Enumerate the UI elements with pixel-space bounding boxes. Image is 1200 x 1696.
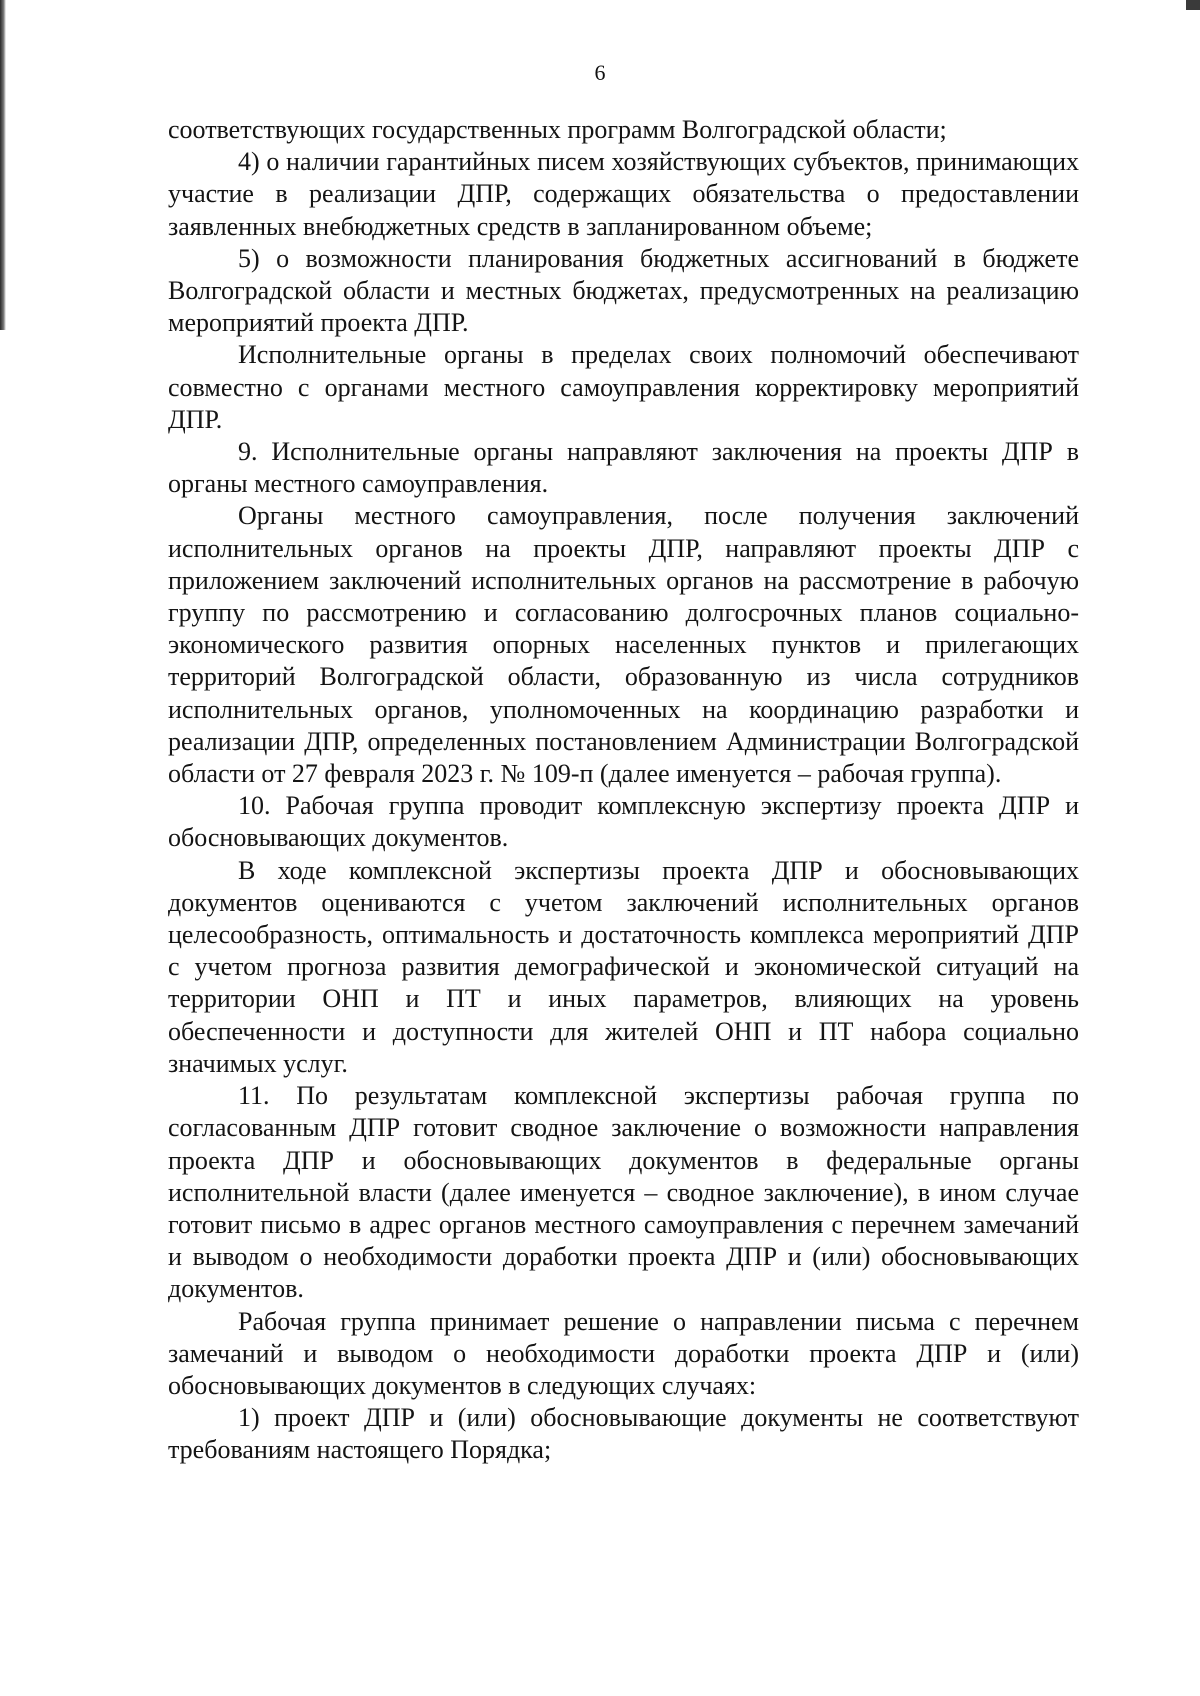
paragraph-item-4: 4) о наличии гарантийных писем хозяйствующих субъектов, принимающих участие в реализации ДПР, содержащих обязательства о предоставлении заявленных внебюджетных средств в запланированном объеме; xyxy=(168,147,1079,241)
scan-corner-mark xyxy=(1186,0,1200,10)
paragraph-executive-bodies-adjustment: Исполнительные органы в пределах своих полномочий обеспечивают совместно с органами местного самоуправления корректировку мероприятий ДПР. xyxy=(168,340,1079,434)
document-body xyxy=(168,114,1079,1467)
paragraph-clause-11: 11. По результатам комплексной экспертизы рабочая группа по согласованным ДПР готовит сводное заключение о возможности направления проекта ДПР и обосновывающих документов в федеральные органы исполнительной власти (далее именуется – сводное заключение), в ином случае готовит письмо в адрес органов местного самоуправления с перечнем замечаний и выводом о необходимости доработки проекта ДПР и (или) обосновывающих документов. xyxy=(168,1081,1079,1304)
paragraph-working-group-decision: Рабочая группа принимает решение о направлении письма с перечнем замечаний и выводом о необходимости доработки проекта ДПР и (или) обосновывающих документов в следующих случаях: xyxy=(168,1306,1079,1400)
scan-edge-shadow xyxy=(0,0,6,330)
paragraph-expertise-assessment: В ходе комплексной экспертизы проекта ДПР и обосновывающих документов оцениваются с учетом заключений исполнительных органов целесообразность, оптимальность и достаточность комплекса мероприятий ДПР с учетом прогноза развития демографической и экономической ситуаций на территории ОНП и ПТ и иных параметров, влияющих на уровень обеспеченности и доступности для жителей ОНП и ПТ набора социально значимых услуг. xyxy=(168,855,1079,1078)
paragraph-case-1: 1) проект ДПР и (или) обосновывающие документы не соответствуют требованиям настоящего Порядка; xyxy=(168,1403,1079,1465)
paragraph-item-5: 5) о возможности планирования бюджетных ассигнований в бюджете Волгоградской области и местных бюджетах, предусмотренных на реализацию мероприятий проекта ДПР. xyxy=(168,243,1079,338)
paragraph-clause-9: 9. Исполнительные органы направляют заключения на проекты ДПР в органы местного самоуправления. xyxy=(168,437,1079,499)
paragraph-clause-10: 10. Рабочая группа проводит комплексную экспертизу проекта ДПР и обосновывающих документов. xyxy=(168,791,1079,853)
page-number: 6 xyxy=(594,60,606,85)
paragraph-local-government-submission: Органы местного самоуправления, после получения заключений исполнительных органов на проекты ДПР, направляют проекты ДПР с приложением заключений исполнительных органов на рассмотрение в рабочую группу по рассмотрению и согласованию долгосрочных планов социально-экономического развития опорных населенных пунктов и прилегающих территорий Волгоградской области, образованную из числа сотрудников исполнительных органов, уполномоченных на координацию разработки и реализации ДПР, определенных постановлением Администрации Волгоградской области от 27 февраля 2023 г. № 109-п (далее именуется – рабочая группа). xyxy=(168,501,1079,789)
paragraph-continuation: соответствующих государственных программ Волгоградской области; xyxy=(168,115,947,144)
